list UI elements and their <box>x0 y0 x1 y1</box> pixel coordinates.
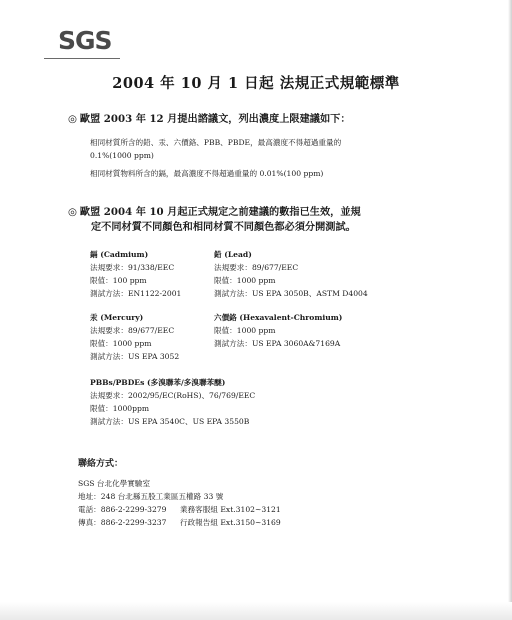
substance-requirement: 法規要求：89/677/EEC <box>90 326 175 335</box>
contact-heading: 聯絡方式： <box>78 459 124 469</box>
substance-requirement: 法規要求：91/338/EEC <box>90 263 175 272</box>
substance-method: 測試方法：EN1122-2001 <box>90 289 182 298</box>
substance-name: 鎘 (Cadmium) <box>90 250 149 259</box>
substance-name: 鉛 (Lead) <box>214 250 252 259</box>
contact-fax: 傳真：886-2-2299-3237 <box>78 518 167 527</box>
substance-limit: 限值：1000 ppm <box>90 339 152 348</box>
sgs-logo: SGS <box>58 26 112 55</box>
substance-name: 汞 (Mercury) <box>90 313 144 322</box>
section2-heading <box>68 205 361 220</box>
substance-requirement: 法規要求：89/677/EEC <box>214 263 299 272</box>
section1-heading-text: 歐盟 2003 年 12 月提出諮議文，列出濃度上限建議如下： <box>79 113 351 125</box>
substance-limit: 限值：1000 ppm <box>214 326 276 335</box>
section1-line: 0.1%(1000 ppm) <box>90 151 154 160</box>
substance-requirement: 法規要求：2002/95/EC(RoHS)、76/769/EEC <box>90 391 256 400</box>
substance-limit: 限值：100 ppm <box>90 276 147 285</box>
bullet-circle-icon: ◎ <box>68 207 77 218</box>
substance-method: 測試方法：US EPA 3050B、ASTM D4004 <box>214 289 368 298</box>
section1-heading <box>68 112 351 127</box>
substance-name: 六價鉻 (Hexavalent-Chromium) <box>214 313 343 322</box>
contact-fax-note: 行政報告組 Ext.3150~3169 <box>180 518 281 527</box>
page-title: 2004 年 10 月 1 日起 法規正式規範標準 <box>112 75 400 92</box>
contact-phone-note: 業務客服組 Ext.3102~3121 <box>180 505 281 514</box>
substance-method: 測試方法：US EPA 3052 <box>90 352 180 361</box>
section1-line: 相同材質所含的鉛、汞、六價鉻、PBB、PBDE，最高濃度不得超過重量的 <box>90 138 342 147</box>
contact-org: SGS 台北化學實驗室 <box>78 479 151 488</box>
substance-method: 測試方法：US EPA 3060A&7169A <box>214 339 341 348</box>
substance-method: 測試方法：US EPA 3540C、US EPA 3550B <box>90 417 250 426</box>
contact-phone: 電話：886-2-2299-3279 <box>78 505 167 514</box>
section2-heading-line2: 定不同材質不同顏色和相同材質不同顏色都必須分開測試。 <box>91 221 356 233</box>
bullet-circle-icon: ◎ <box>68 114 77 125</box>
substance-limit: 限值：1000 ppm <box>214 276 276 285</box>
contact-address: 地址：248 台北縣五股工業區五權路 33 號 <box>78 492 224 501</box>
logo-underline <box>44 58 120 59</box>
section2-heading-text: 歐盟 2004 年 10 月起正式規定之前建議的數指已生效，並規 <box>79 206 361 218</box>
substance-limit: 限值：1000ppm <box>90 404 150 413</box>
scan-edge-shadow <box>508 0 512 620</box>
substance-name: PBBs/PBDEs (多溴聯苯/多溴聯苯醚) <box>90 378 226 387</box>
section1-line: 相同材質物料所含的鎘，最高濃度不得超過重量的 0.01%(100 ppm) <box>90 169 324 178</box>
scan-bottom-shadow <box>0 602 512 620</box>
